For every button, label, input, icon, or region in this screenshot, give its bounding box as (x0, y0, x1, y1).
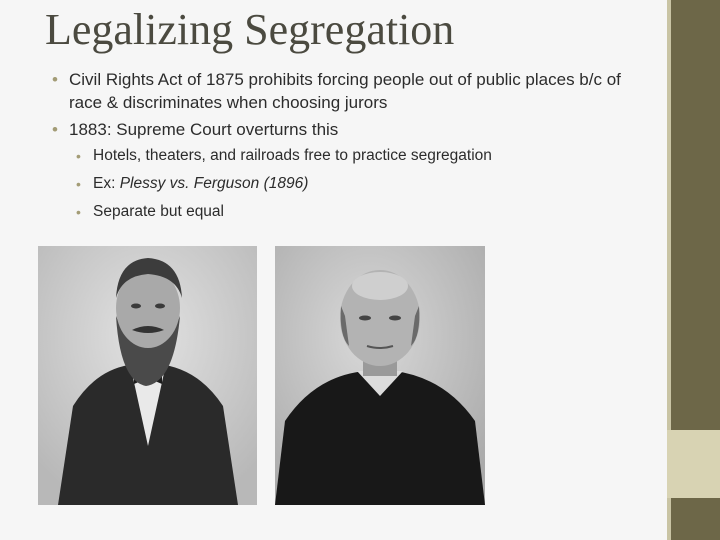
bullet-dot-icon: • (76, 148, 81, 164)
sub-bullet-prefix: Ex: (93, 175, 120, 192)
case-name: Plessy vs. Ferguson (1896) (119, 175, 309, 192)
sidebar-accent-band (667, 430, 720, 498)
portrait-bearded-man (38, 246, 257, 505)
bullet-item (52, 118, 642, 141)
bullet-item (52, 68, 642, 114)
sub-bullet-text: Hotels, theaters, and railroads free to practice segregation (93, 147, 492, 164)
sub-bullet-item (76, 173, 642, 195)
portrait-judge-in-robe (275, 246, 485, 505)
bullet-list (52, 68, 642, 229)
bullet-dot-icon: • (52, 120, 58, 139)
sub-bullet-item (76, 201, 642, 223)
bullet-text: 1883: Supreme Court overturns this (69, 120, 339, 139)
sub-bullet-item (76, 145, 642, 167)
bullet-dot-icon: • (76, 176, 81, 192)
slide-title: Legalizing Segregation (45, 5, 455, 54)
sub-bullet-text: Separate but equal (93, 203, 224, 220)
bullet-text: Civil Rights Act of 1875 prohibits forcing people out of public places b/c of race & discriminates when choosing jurors (69, 70, 621, 112)
bullet-dot-icon: • (76, 204, 81, 220)
bullet-dot-icon: • (52, 70, 58, 89)
